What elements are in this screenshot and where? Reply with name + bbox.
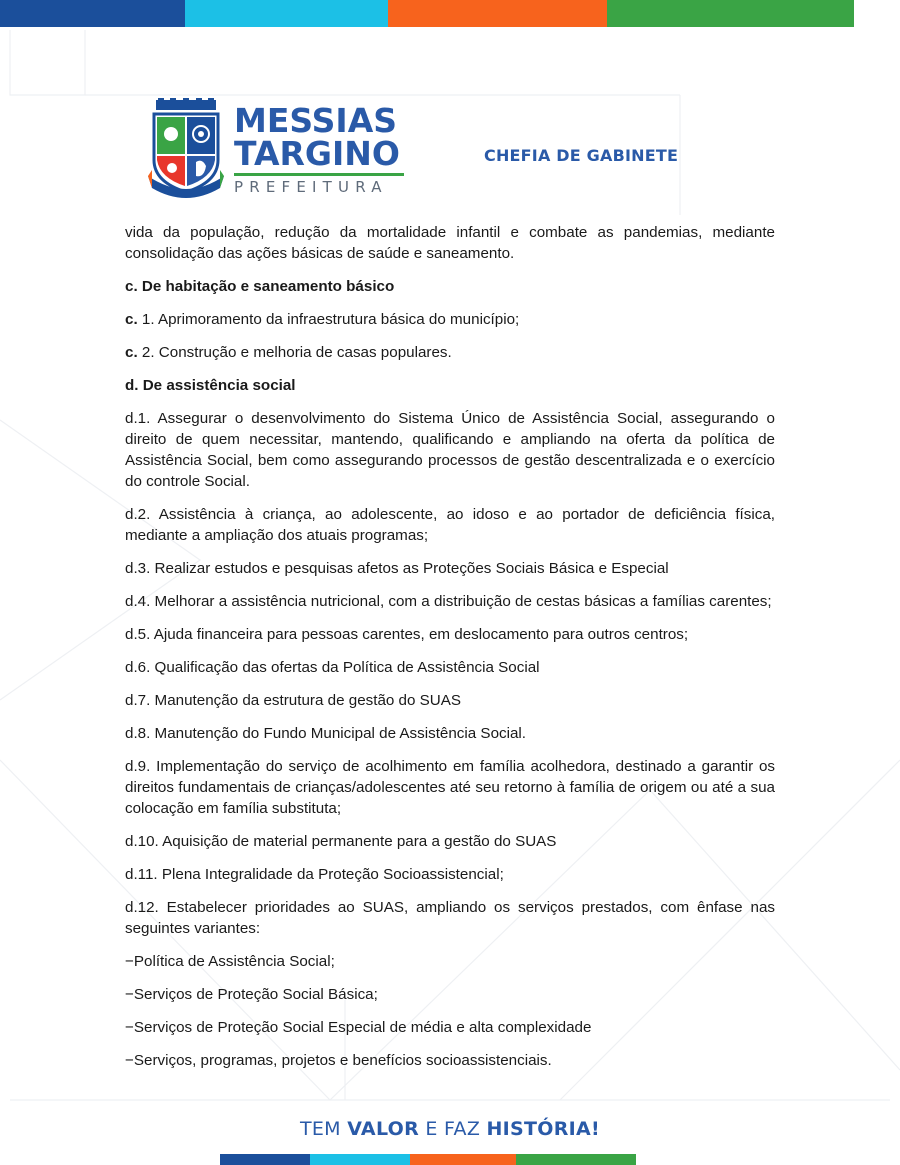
- bar-segment-green: [516, 1154, 636, 1165]
- item-d8: d.8. Manutenção do Fundo Municipal de Assistência Social.: [125, 725, 527, 742]
- item-label: c.: [125, 344, 138, 361]
- brand-name-line2: TARGINO: [234, 134, 400, 173]
- item-d9: d.9. Implementação do serviço de acolhimento em família acolhedora, destinado a garantir os direitos fundamentais de crianças/adolescentes até seu retorno à família de origem ou até a sua colocação em família substituta;: [125, 758, 775, 817]
- item-label: c.: [125, 311, 138, 328]
- letterhead: [148, 98, 708, 204]
- item-d5: d.5. Ajuda financeira para pessoas carentes, em deslocamento para outros centros;: [125, 626, 689, 643]
- item-d7: d.7. Manutenção da estrutura de gestão do SUAS: [125, 692, 462, 709]
- bar-segment-blue: [220, 1154, 310, 1165]
- section-heading-d: d. De assistência social: [125, 377, 296, 394]
- brand-underline: [234, 173, 404, 176]
- bar-segment-blue: [0, 0, 185, 27]
- bar-segment-green: [607, 0, 854, 27]
- brand-name-line1: MESSIAS: [234, 101, 398, 140]
- item-c1: c. 1. Aprimoramento da infraestrutura básica do município;: [125, 311, 520, 328]
- bar-segment-orange: [410, 1154, 516, 1165]
- top-color-bar: [0, 0, 854, 27]
- item-d12: d.12. Estabelecer prioridades ao SUAS, ampliando os serviços prestados, com ênfase nas seguintes variantes:: [125, 899, 775, 937]
- office-name: CHEFIA DE GABINETE: [484, 146, 679, 165]
- document-body: [125, 222, 775, 1083]
- list-item: −Serviços de Proteção Social Básica;: [125, 986, 378, 1003]
- item-d6: d.6. Qualificação das ofertas da Política de Assistência Social: [125, 659, 540, 676]
- item-d10: d.10. Aquisição de material permanente para a gestão do SUAS: [125, 833, 557, 850]
- item-d4: d.4. Melhorar a assistência nutricional, com a distribuição de cestas básicas a famílias carentes;: [125, 593, 772, 610]
- list-item: −Serviços de Proteção Social Especial de média e alta complexidade: [125, 1019, 592, 1036]
- paragraph-intro: vida da população, redução da mortalidade infantil e combate as pandemias, mediante consolidação das ações básicas de saúde e saneamento.: [125, 224, 775, 262]
- section-heading-c: c. De habitação e saneamento básico: [125, 278, 395, 295]
- item-c2: c. 2. Construção e melhoria de casas populares.: [125, 344, 452, 361]
- coat-of-arms-icon: [148, 98, 224, 202]
- item-d3: d.3. Realizar estudos e pesquisas afetos as Proteções Sociais Básica e Especial: [125, 560, 669, 577]
- item-d11: d.11. Plena Integralidade da Proteção Socioassistencial;: [125, 866, 504, 883]
- footer-slogan: TEM VALOR E FAZ HISTÓRIA!: [299, 1118, 601, 1140]
- bar-segment-cyan: [310, 1154, 410, 1165]
- list-item: −Serviços, programas, projetos e benefícios socioassistenciais.: [125, 1052, 552, 1069]
- bar-segment-cyan: [185, 0, 388, 27]
- bottom-color-bar: [220, 1154, 636, 1165]
- bar-segment-orange: [388, 0, 607, 27]
- list-item: −Política de Assistência Social;: [125, 953, 335, 970]
- brand-subtitle: PREFEITURA: [234, 178, 388, 196]
- item-d2: d.2. Assistência à criança, ao adolescente, ao idoso e ao portador de deficiência física, mediante a ampliação dos atuais programas;: [125, 506, 775, 544]
- item-d1: d.1. Assegurar o desenvolvimento do Sistema Único de Assistência Social, assegurando o direito de quem necessitar, mantendo, qualificando e ampliando na oferta da política de Assistência Social, bem como assegurando processos de gestão descentralizada e o exercício do controle Social.: [125, 410, 775, 490]
